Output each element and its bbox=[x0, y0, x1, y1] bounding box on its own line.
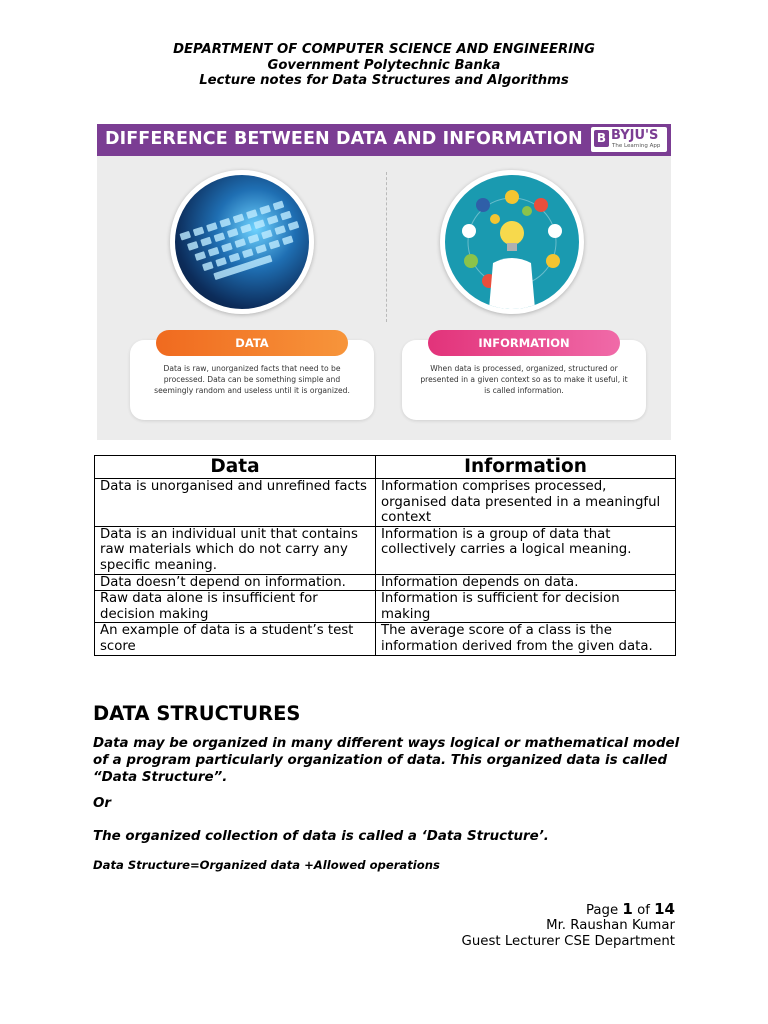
column-divider bbox=[386, 172, 387, 322]
brand-tagline: The Learning App bbox=[612, 143, 661, 149]
table-header-row bbox=[95, 456, 676, 479]
table-cell: Data is an individual unit that contains raw materials which do not carry any specific meaning. bbox=[95, 526, 376, 574]
formula-text: Data Structure=Organized data +Allowed operations bbox=[93, 858, 440, 872]
section-title: DATA STRUCTURES bbox=[93, 702, 301, 725]
document-header bbox=[0, 42, 768, 89]
keyboard-image-icon bbox=[170, 170, 314, 314]
course-line: Lecture notes for Data Structures and Algorithms bbox=[199, 73, 569, 88]
table-cell: Information is sufficient for decision making bbox=[376, 591, 676, 623]
alt-definition: The organized collection of data is called a ‘Data Structure’. bbox=[93, 829, 549, 844]
byjus-b-icon: B bbox=[594, 130, 609, 147]
table-row bbox=[95, 479, 676, 527]
table-row bbox=[95, 526, 676, 574]
table-cell: An example of data is a student’s test score bbox=[95, 623, 376, 655]
infographic-banner bbox=[97, 124, 671, 156]
page-number bbox=[586, 901, 675, 919]
table-cell: The average score of a class is the information derived from the given data. bbox=[376, 623, 676, 655]
header-data: Data bbox=[95, 456, 376, 479]
author-role: Guest Lecturer CSE Department bbox=[461, 934, 675, 949]
page-of: of bbox=[637, 903, 650, 918]
table-row bbox=[95, 591, 676, 623]
table-row bbox=[95, 574, 676, 591]
definition-paragraph: Data may be organized in many different ways logical or mathematical model of a program particularly organization of data. This organized data is called “Data Structure”. bbox=[93, 736, 680, 785]
table-cell: Raw data alone is insufficient for decision making bbox=[95, 591, 376, 623]
header-information: Information bbox=[376, 456, 676, 479]
table-cell: Data doesn’t depend on information. bbox=[95, 574, 376, 591]
author-name: Mr. Raushan Kumar bbox=[546, 918, 675, 933]
lightbulb-person-icon bbox=[440, 170, 584, 314]
current-page: 1 bbox=[622, 900, 633, 918]
page-prefix: Page bbox=[585, 903, 619, 918]
table-cell: Information is a group of data that collectively carries a logical meaning. bbox=[376, 526, 676, 574]
or-text: Or bbox=[93, 796, 111, 811]
institution-line: Government Polytechnic Banka bbox=[267, 57, 501, 73]
information-definition: When data is processed, organized, structured or presented in a given context so as to make it useful, it is called information. bbox=[420, 364, 628, 396]
table-cell: Information depends on data. bbox=[376, 574, 676, 591]
data-definition: Data is raw, unorganized facts that need to be processed. Data can be something simple and seemingly random and useless until it is organized. bbox=[154, 364, 350, 396]
brand-name: BYJU'S bbox=[611, 128, 659, 143]
information-pill-label: INFORMATION bbox=[428, 330, 620, 356]
infographic-title: DIFFERENCE BETWEEN DATA AND INFORMATION bbox=[105, 129, 583, 149]
table-cell: Data is unorganised and unrefined facts bbox=[95, 479, 376, 527]
data-pill-label: DATA bbox=[156, 330, 348, 356]
department-line: DEPARTMENT OF COMPUTER SCIENCE AND ENGINEERING bbox=[173, 42, 595, 57]
byjus-logo bbox=[591, 127, 667, 152]
data-vs-information-infographic bbox=[97, 124, 671, 440]
table-cell: Information comprises processed, organised data presented in a meaningful context bbox=[376, 479, 676, 527]
table-row bbox=[95, 623, 676, 655]
data-vs-information-table bbox=[94, 455, 676, 656]
total-pages: 14 bbox=[654, 900, 675, 918]
